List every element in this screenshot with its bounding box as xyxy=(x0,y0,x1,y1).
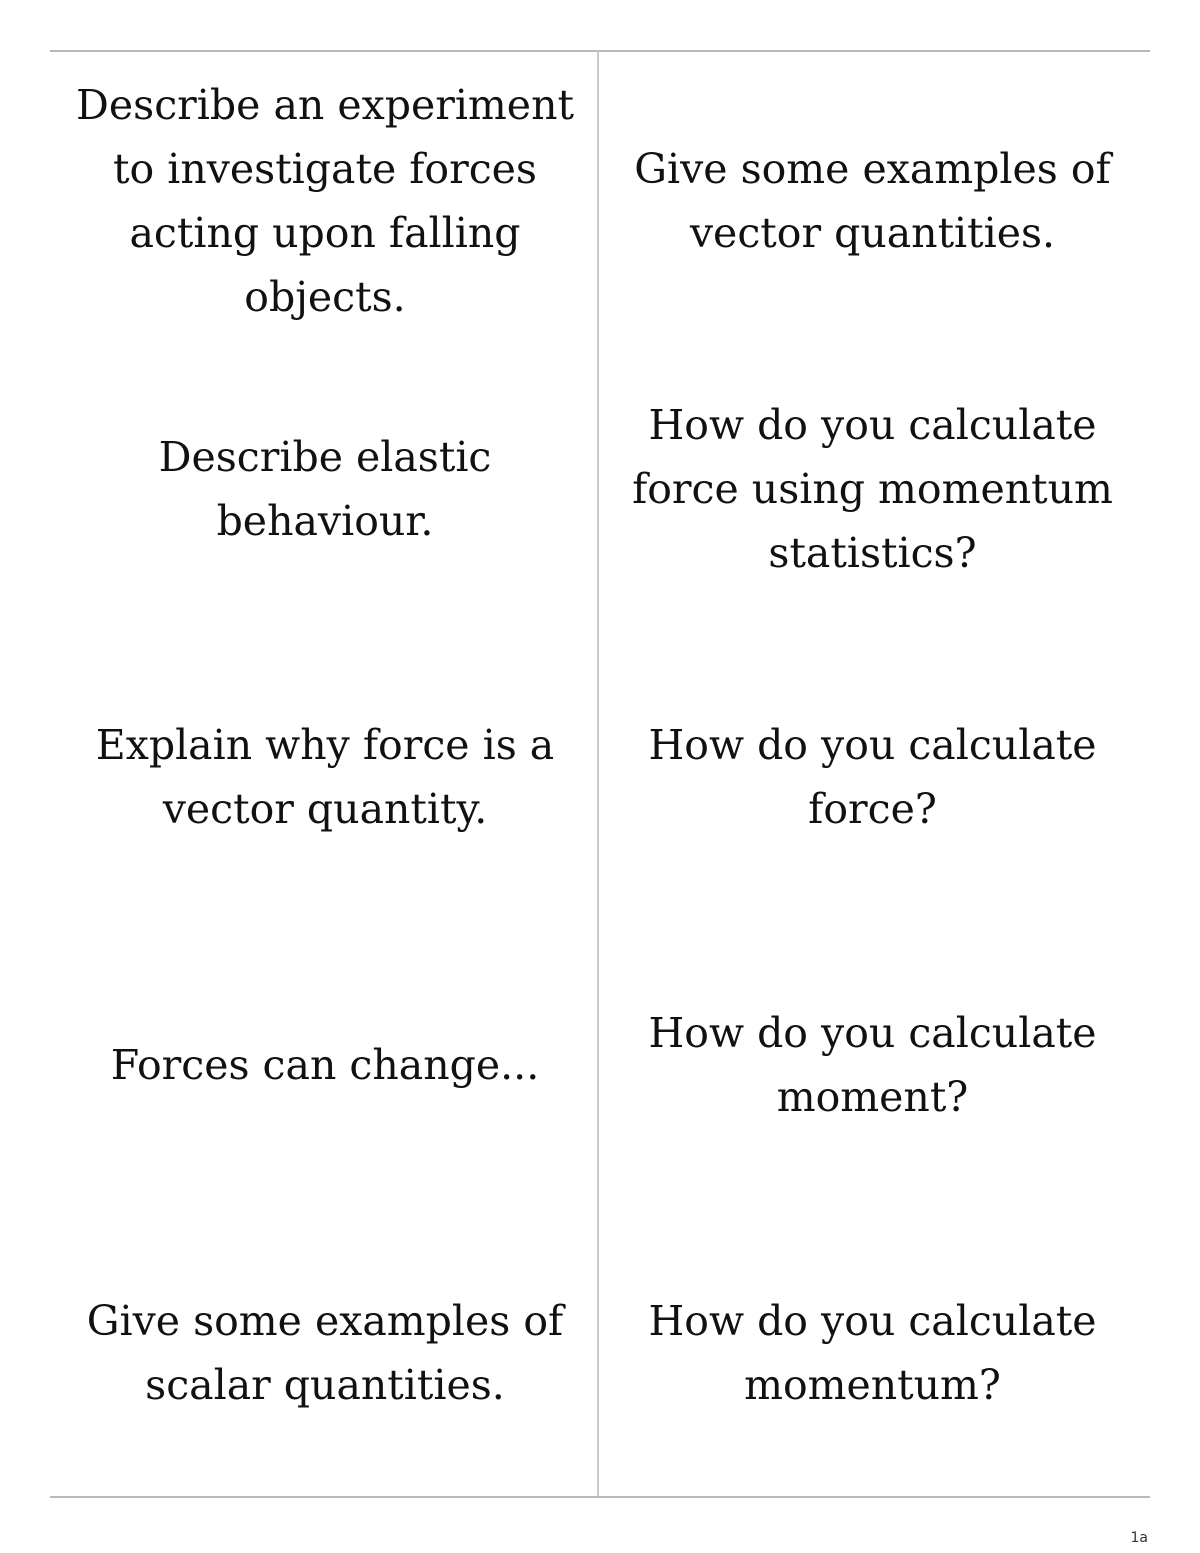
card-text: How do you calculate force? xyxy=(648,721,1097,833)
card-text: Give some examples of scalar quantities. xyxy=(86,1297,564,1409)
card-right-2 xyxy=(605,364,1140,614)
card-right-1 xyxy=(605,76,1140,326)
card-right-4 xyxy=(605,940,1140,1190)
card-text: Explain why force is a vector quantity. xyxy=(95,721,555,833)
card-left-5 xyxy=(60,1228,590,1478)
card-text: Forces can change... xyxy=(110,1041,540,1089)
card-text: How do you calculate force using momentum statistics? xyxy=(632,401,1113,577)
top-rule xyxy=(50,50,1150,52)
card-text: How do you calculate moment? xyxy=(648,1009,1097,1121)
card-right-3 xyxy=(605,652,1140,902)
card-left-3 xyxy=(60,652,590,902)
card-text: Describe an experiment to investigate forces acting upon falling objects. xyxy=(76,81,574,321)
page-number: 1a xyxy=(1130,1530,1148,1546)
card-text: How do you calculate momentum? xyxy=(648,1297,1097,1409)
bottom-rule xyxy=(50,1496,1150,1498)
card-text: Give some examples of vector quantities. xyxy=(634,145,1111,257)
card-left-2 xyxy=(60,364,590,614)
card-right-5 xyxy=(605,1228,1140,1478)
column-divider xyxy=(597,51,599,1497)
card-left-4 xyxy=(60,940,590,1190)
card-text: Describe elastic behaviour. xyxy=(158,433,492,545)
card-left-1 xyxy=(60,76,590,326)
